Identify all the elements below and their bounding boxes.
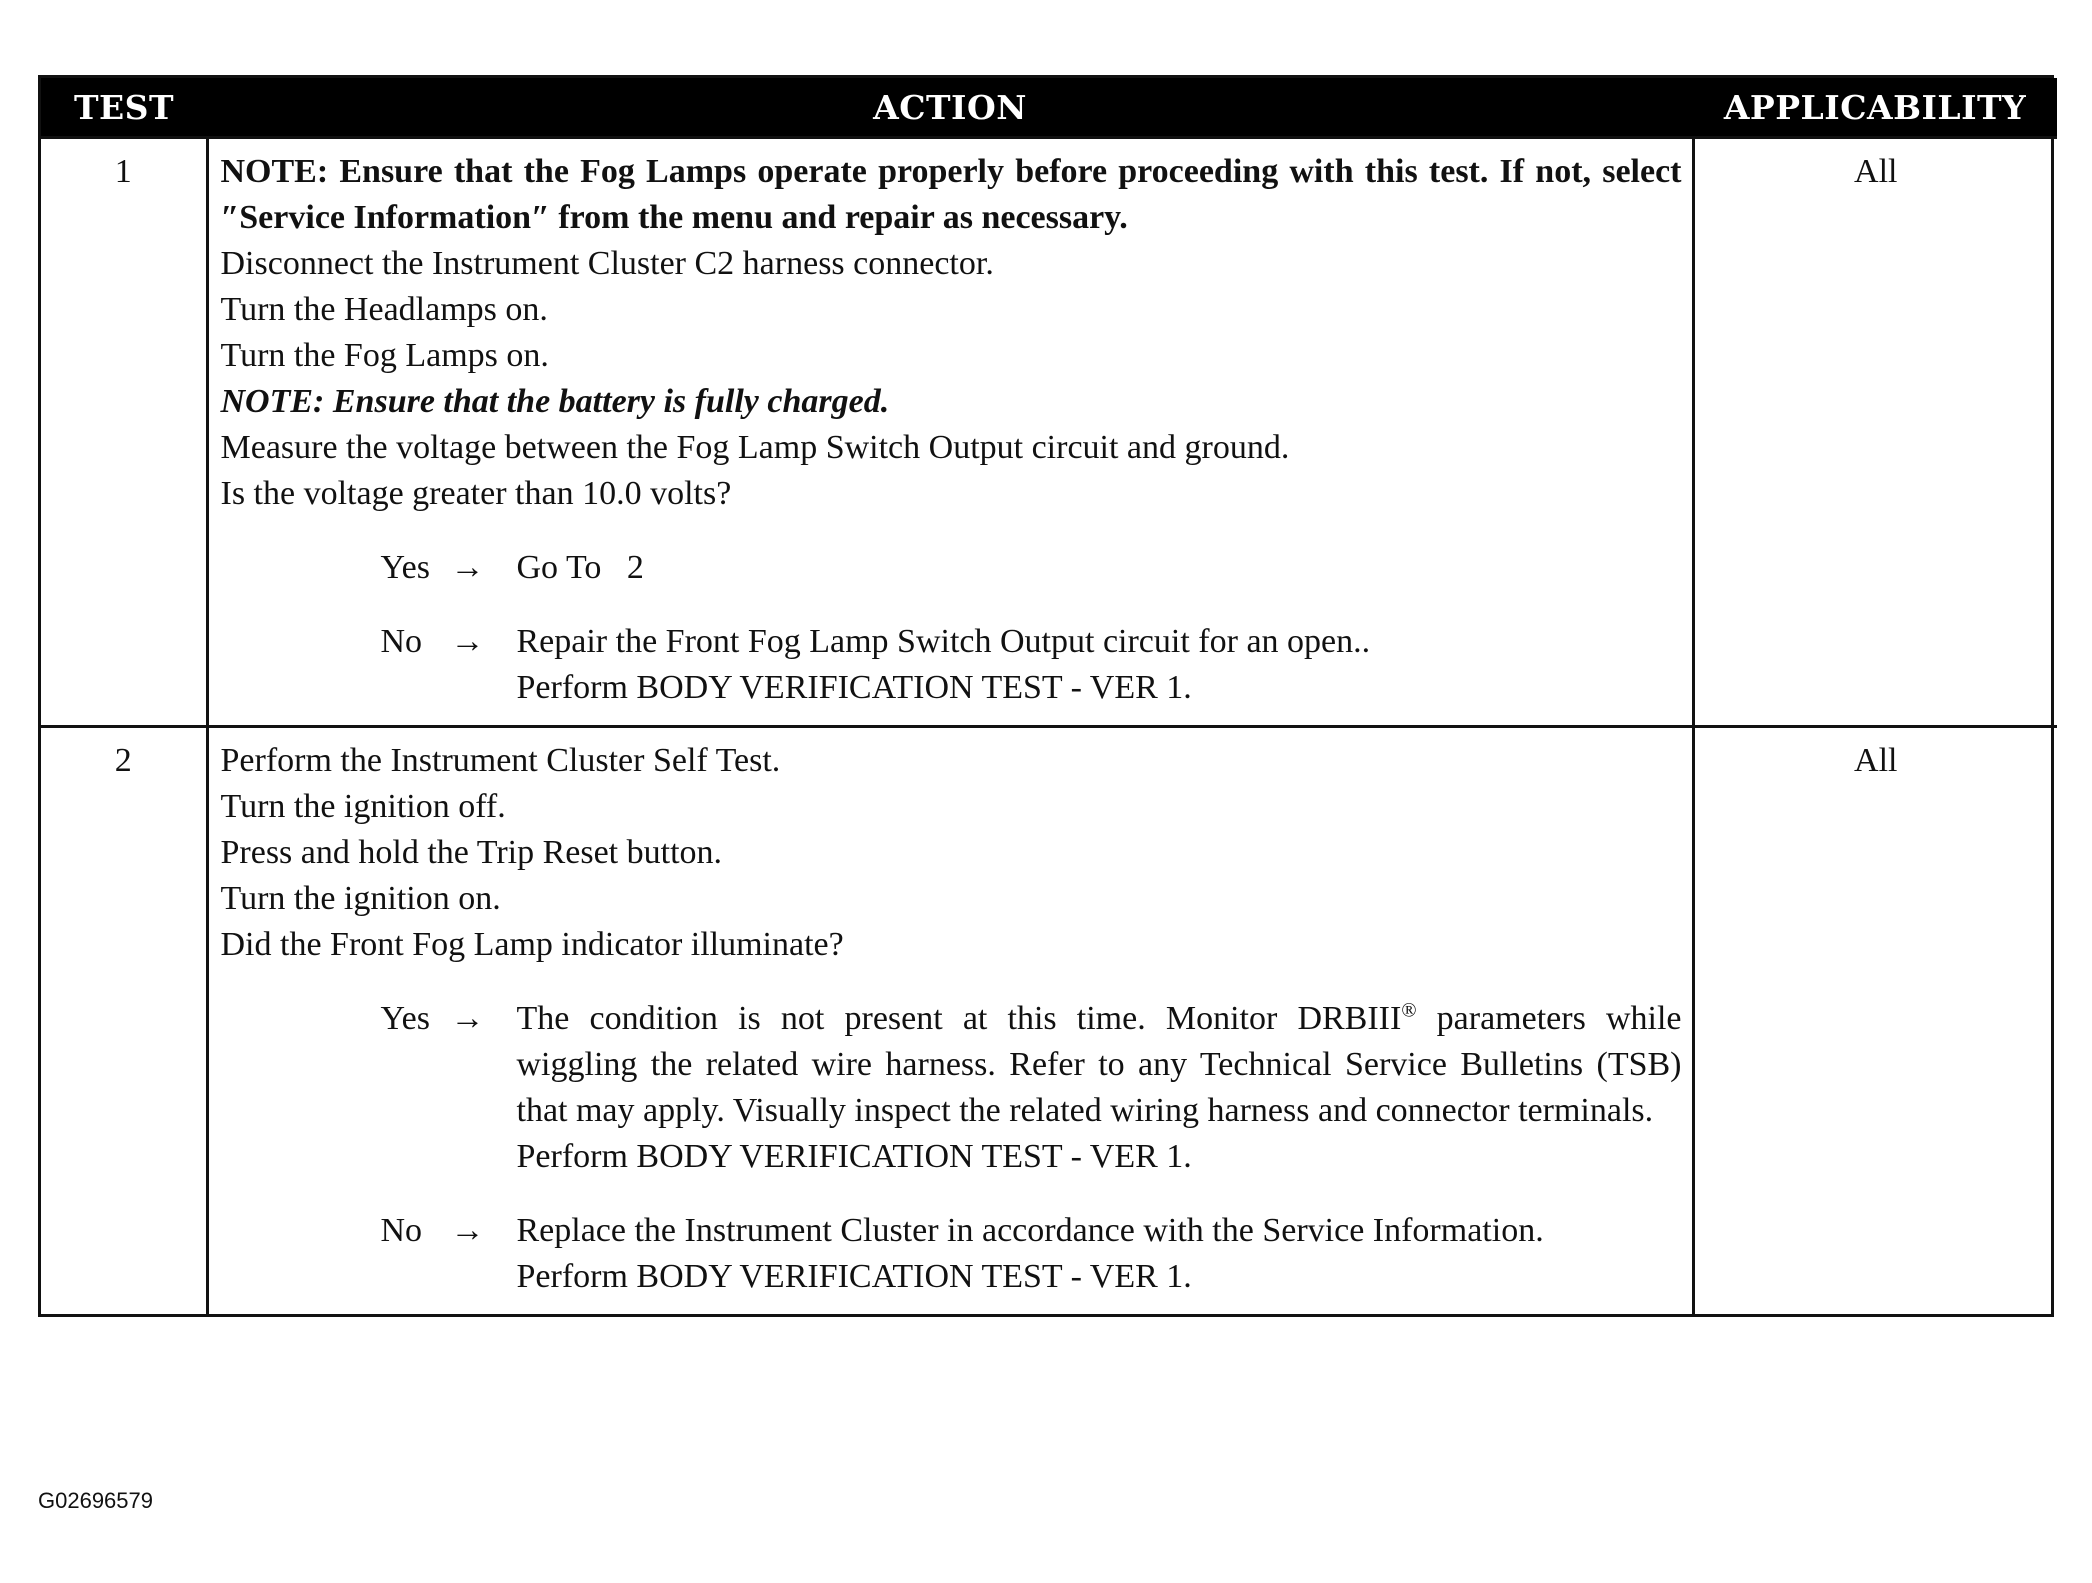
result-text: The condition is not present at this time. Monitor DRBIII® parameters while wiggling the related wire harness. Refer to any Technical Service Bulletins (TSB) that may apply. Visually inspect the related wiring harness and connector terminals. Perform BODY VERIFICATION TEST - VER 1. (516, 999, 1682, 1175)
step-text: Turn the Headlamps on. (220, 291, 548, 328)
header-test: TEST (41, 78, 207, 138)
result-yes (221, 545, 1682, 591)
result-label: No (380, 623, 423, 660)
note-text: NOTE: Ensure that the battery is fully charged. (220, 383, 890, 420)
arrow-right-icon: → (450, 623, 485, 660)
applicability-value: All (1693, 138, 2057, 727)
action-cell (207, 727, 1693, 1315)
table-header-row (41, 78, 2057, 138)
step-text: Perform the Instrument Cluster Self Test. (220, 742, 781, 779)
diagnostic-table-frame (38, 75, 2054, 1317)
header-action: ACTION (207, 78, 1693, 138)
result-text: Replace the Instrument Cluster in accordance with the Service Information. Perform BODY VERIFICATION TEST - VER 1. (516, 1212, 1544, 1295)
result-text: Go To 2 (516, 549, 644, 586)
step-text: Measure the voltage between the Fog Lamp Switch Output circuit and ground. (220, 429, 1290, 466)
result-label: Yes (380, 549, 430, 586)
test-number: 2 (41, 727, 207, 1315)
table-row (41, 138, 2057, 727)
question-text: Is the voltage greater than 10.0 volts? (220, 475, 732, 512)
figure-id: G02696579 (38, 1488, 153, 1513)
result-text: Repair the Front Fog Lamp Switch Output circuit for an open.. Perform BODY VERIFICATION TEST - VER 1. (516, 623, 1371, 706)
arrow-right-icon: → (450, 549, 485, 586)
action-cell (207, 138, 1693, 727)
step-text: Turn the ignition on. (220, 880, 501, 917)
arrow-right-icon: → (450, 1000, 485, 1037)
result-no (221, 619, 1682, 711)
step-text: Disconnect the Instrument Cluster C2 harness connector. (220, 245, 994, 282)
result-label: Yes (380, 1000, 430, 1037)
step-text: Turn the ignition off. (220, 788, 506, 825)
result-no (221, 1208, 1682, 1300)
test-number: 1 (41, 138, 207, 727)
applicability-value: All (1693, 727, 2057, 1315)
table-row (41, 727, 2057, 1315)
result-label: No (380, 1212, 423, 1249)
arrow-right-icon: → (450, 1212, 485, 1249)
step-text: Press and hold the Trip Reset button. (220, 834, 723, 871)
note-text: NOTE: Ensure that the Fog Lamps operate properly before proceeding with this test. If not, select ″Service Information″ from the menu and repair as necessary. (220, 153, 1682, 236)
question-text: Did the Front Fog Lamp indicator illuminate? (220, 926, 844, 963)
result-yes (221, 996, 1682, 1180)
step-text: Turn the Fog Lamps on. (220, 337, 549, 374)
header-applicability: APPLICABILITY (1693, 78, 2057, 138)
diagnostic-table (41, 78, 2057, 1314)
